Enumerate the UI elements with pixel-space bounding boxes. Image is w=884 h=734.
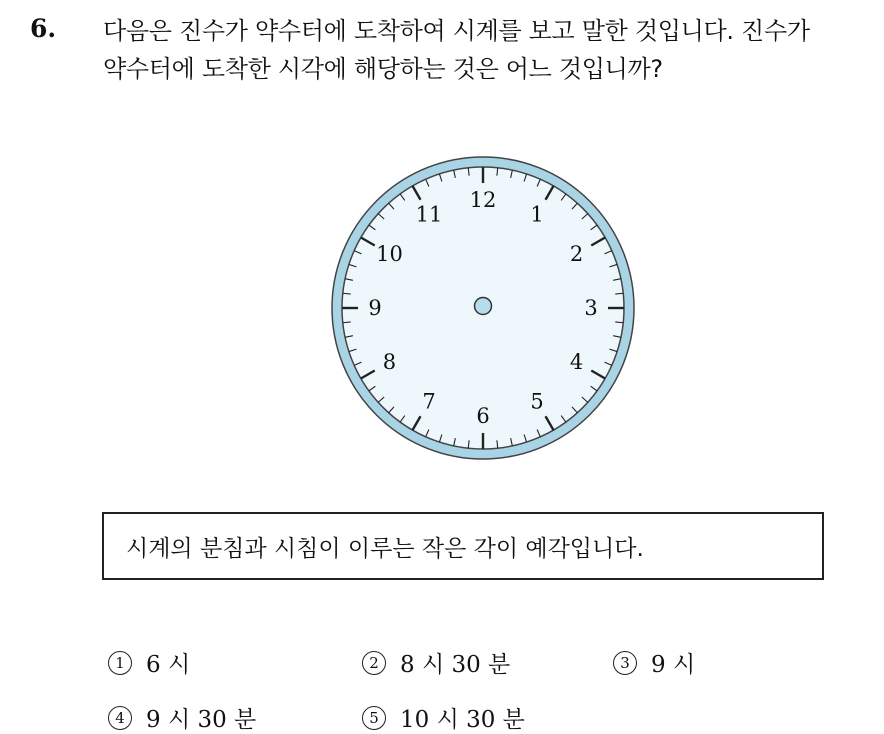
choice-4[interactable] bbox=[108, 701, 256, 734]
clock-face bbox=[330, 155, 636, 461]
question-text bbox=[103, 12, 873, 88]
question-line-1: 다음은 진수가 약수터에 도착하여 시계를 보고 말한 것입니다. 진수가 bbox=[103, 17, 810, 45]
choice-4-mark: 4 bbox=[108, 706, 132, 730]
clock-number: 9 bbox=[368, 296, 382, 320]
choice-2[interactable] bbox=[362, 646, 510, 679]
choice-5-mark: 5 bbox=[362, 706, 386, 730]
clock-number: 2 bbox=[569, 242, 584, 266]
clock-number: 3 bbox=[584, 296, 598, 320]
choice-5[interactable] bbox=[362, 701, 525, 734]
clock-number: 11 bbox=[415, 202, 443, 227]
choice-3[interactable] bbox=[613, 646, 695, 679]
clock-number: 8 bbox=[382, 350, 397, 374]
condition-box bbox=[102, 512, 824, 580]
clock-number: 6 bbox=[476, 404, 490, 428]
choice-1-text: 6 시 bbox=[146, 652, 191, 678]
clock-number: 12 bbox=[469, 188, 497, 212]
clock-number: 4 bbox=[569, 350, 584, 374]
clock-center-pin bbox=[475, 298, 492, 315]
condition-text: 시계의 분침과 시침이 이루는 작은 각이 예각입니다. bbox=[126, 535, 644, 562]
choice-4-text: 9 시 30 분 bbox=[146, 707, 257, 733]
choice-5-text: 10 시 30 분 bbox=[400, 707, 525, 733]
choice-3-mark: 3 bbox=[613, 651, 637, 675]
question-number: 6. bbox=[30, 14, 57, 43]
clock-number: 7 bbox=[422, 389, 436, 414]
choice-2-text: 8 시 30 분 bbox=[400, 652, 511, 678]
clock-number: 1 bbox=[530, 202, 544, 227]
question-line-2: 약수터에 도착한 시각에 해당하는 것은 어느 것입니까? bbox=[103, 55, 663, 83]
choice-1[interactable] bbox=[108, 646, 190, 679]
choice-2-mark: 2 bbox=[362, 651, 386, 675]
clock-number: 10 bbox=[376, 242, 403, 266]
choice-3-text: 9 시 bbox=[651, 652, 696, 678]
choice-1-mark: 1 bbox=[108, 651, 132, 675]
clock-number: 5 bbox=[530, 389, 544, 414]
